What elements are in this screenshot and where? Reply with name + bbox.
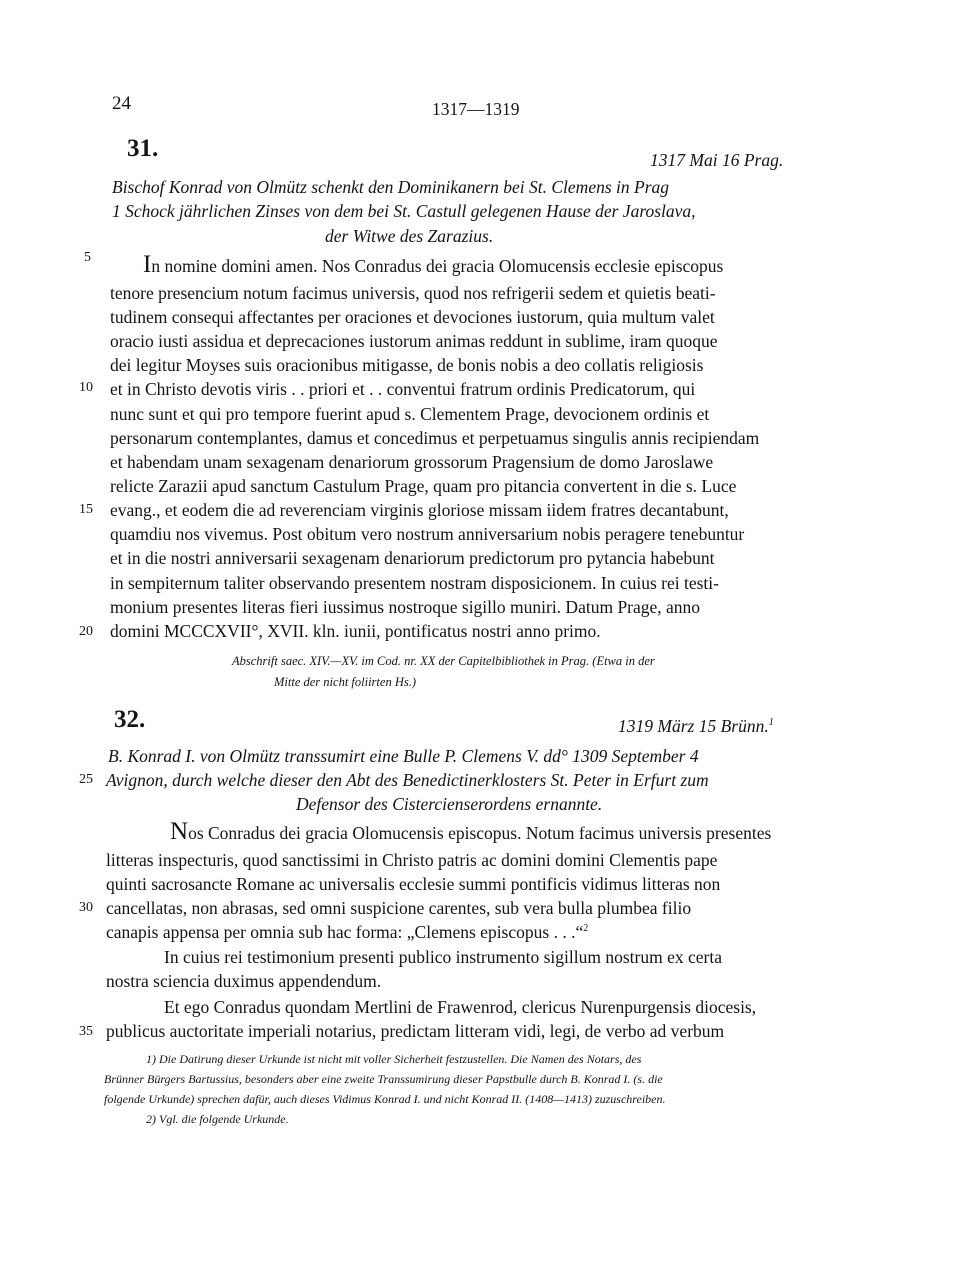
footnote-line: Brünner Bürgers Bartussius, besonders aber eine zweite Transsumirung dieser Papstbulle durch B. Konrad I. (s. die bbox=[104, 1072, 663, 1086]
text-31-line: tudinem consequi affectantes per oraciones et devociones iustorum, quia multum valet bbox=[110, 307, 715, 327]
text-32-para2-line: nostra sciencia duximus appendendum. bbox=[106, 971, 382, 991]
footnote-line: 2) Vgl. die folgende Urkunde. bbox=[146, 1112, 289, 1126]
footnote-mark: 2 bbox=[583, 923, 589, 935]
text-31-line: et habendam unam sexagenam denariorum grossorum Pragensium de domo Jaroslawe bbox=[110, 452, 714, 472]
text-32-first-line-rest: os Conradus dei gracia Olomucensis episcopus. Notum facimus universis presentes bbox=[188, 823, 772, 843]
text-32-para2-line: In cuius rei testimonium presenti publico instrumento sigillum nostrum ex certa bbox=[164, 947, 722, 967]
line-number: 5 bbox=[84, 250, 91, 265]
regest-32-line-2: Avignon, durch welche dieser den Abt des Benedictinerklosters St. Peter in Erfurt zum bbox=[106, 770, 709, 790]
regest-32-line-1: B. Konrad I. von Olmütz transsumirt eine Bulle P. Clemens V. dd° 1309 September 4 bbox=[108, 746, 699, 766]
text-32-para3-line: publicus auctoritate imperiali notarius, predictam litteram vidi, legi, de verbo ad verbum bbox=[106, 1021, 725, 1041]
regest-32-line-3: Defensor des Cistercienserordens ernannte. bbox=[296, 794, 603, 814]
footnote-line: folgende Urkunde) sprechen dafür, auch dieses Vidimus Konrad I. und nicht Konrad II. (1408—1413) zuzuschreiben. bbox=[104, 1092, 666, 1106]
text-32-line: canapis appensa per omnia sub hac forma: „Clemens episcopus . . .“$^2$ bbox=[106, 922, 589, 942]
line-number: 25 bbox=[79, 772, 93, 787]
text-31-line: tenore presencium notum facimus universis, quod nos refrigerii sedem et quietis beati- bbox=[110, 283, 716, 303]
line-number: 10 bbox=[79, 380, 93, 395]
text-31-line: nunc sunt et qui pro tempore fuerint apud s. Clementem Prage, devocionem ordinis et bbox=[110, 404, 710, 424]
text-31-line: oracio iusti assidua et deprecaciones iustorum animas reddunt in sublime, iram quoque bbox=[110, 331, 718, 351]
initial-letter: I bbox=[143, 251, 152, 278]
line-number: 15 bbox=[79, 502, 93, 517]
text-31-line: in sempiternum taliter observando presentem nostram disposicionem. In cuius rei testi- bbox=[110, 573, 719, 593]
line-number: 20 bbox=[79, 624, 93, 639]
document-date-31: 1317 Mai 16 Prag. bbox=[650, 150, 784, 170]
line-number: 35 bbox=[79, 1024, 93, 1039]
running-title: 1317—1319 bbox=[432, 99, 520, 119]
initial-letter: N bbox=[170, 818, 189, 845]
text-31-line: quamdiu nos vivemus. Post obitum vero nostrum anniversarium nobis peragere tenebuntur bbox=[110, 524, 745, 544]
regest-31-line-1: Bischof Konrad von Olmütz schenkt den Dominikanern bei St. Clemens in Prag bbox=[112, 177, 670, 197]
footnote-line: 1) Die Datirung dieser Urkunde ist nicht mit voller Sicherheit festzustellen. Die Namen des Notars, des bbox=[146, 1052, 642, 1066]
source-note-31-line-2: Mitte der nicht foliirten Hs.) bbox=[274, 675, 416, 689]
text-31-first-line bbox=[143, 252, 723, 277]
text-32-first-line bbox=[170, 819, 771, 844]
document-date-32: 1319 März 15 Brünn.$^1$ bbox=[618, 716, 774, 736]
text-31-line: dei legitur Moyses suis oracionibus mitigasse, de bonis nobis a deo collatis religiosis bbox=[110, 355, 704, 375]
document-number-32: 32. bbox=[114, 706, 146, 733]
text-31-line: monium presentes literas fieri iussimus nostroque sigillo muniri. Datum Prage, anno bbox=[110, 597, 701, 617]
document-number-31: 31. bbox=[127, 135, 159, 162]
text-32-line: litteras inspecturis, quod sanctissimi in Christo patris ac domini domini Clementis pape bbox=[106, 850, 718, 870]
text-31-line: evang., et eodem die ad reverenciam virginis gloriose missam iidem fratres decantabunt, bbox=[110, 500, 729, 520]
text-32-line: quinti sacrosancte Romane ac universalis ecclesie summi pontificis vidimus litteras non bbox=[106, 874, 721, 894]
text-31-line: et in Christo devotis viris . . priori et . . conventui fratrum ordinis Predicatorum, qui bbox=[110, 379, 696, 399]
regest-31-line-3: der Witwe des Zarazius. bbox=[325, 226, 494, 246]
footnote-mark: 1 bbox=[768, 717, 774, 729]
footnote-mark: 2) bbox=[146, 1112, 156, 1126]
text-32-line: cancellatas, non abrasas, sed omni suspicione carentes, sub vera bulla plumbea filio bbox=[106, 898, 692, 918]
regest-31-line-2: 1 Schock jährlichen Zinses von dem bei St. Castull gelegenen Hause der Jaroslava, bbox=[112, 201, 696, 221]
text-31-line: et in die nostri anniversarii sexagenam denariorum predictorum pro pytancia habebunt bbox=[110, 548, 715, 568]
page-number: 24 bbox=[112, 93, 131, 114]
line-number: 30 bbox=[79, 900, 93, 915]
text-31-line: relicte Zarazii apud sanctum Castulum Prage, quam pro pitancia convertent in die s. Luce bbox=[110, 476, 737, 496]
footnote-mark: 1) bbox=[146, 1052, 156, 1066]
text-32-para3-line: Et ego Conradus quondam Mertlini de Frawenrod, clericus Nurenpurgensis diocesis, bbox=[164, 997, 757, 1017]
text-31-line: personarum contemplantes, damus et concedimus et perpetuamus singulis annis recipiendam bbox=[110, 428, 760, 448]
text-31-first-line-rest: n nomine domini amen. Nos Conradus dei gracia Olomucensis ecclesie episcopus bbox=[151, 256, 724, 276]
text-31-line: domini MCCCXVII°, XVII. kln. iunii, pontificatus nostri anno primo. bbox=[110, 621, 601, 641]
source-note-31-line-1: Abschrift saec. XIV.—XV. im Cod. nr. XX der Capitelbibliothek in Prag. (Etwa in der bbox=[232, 654, 655, 668]
